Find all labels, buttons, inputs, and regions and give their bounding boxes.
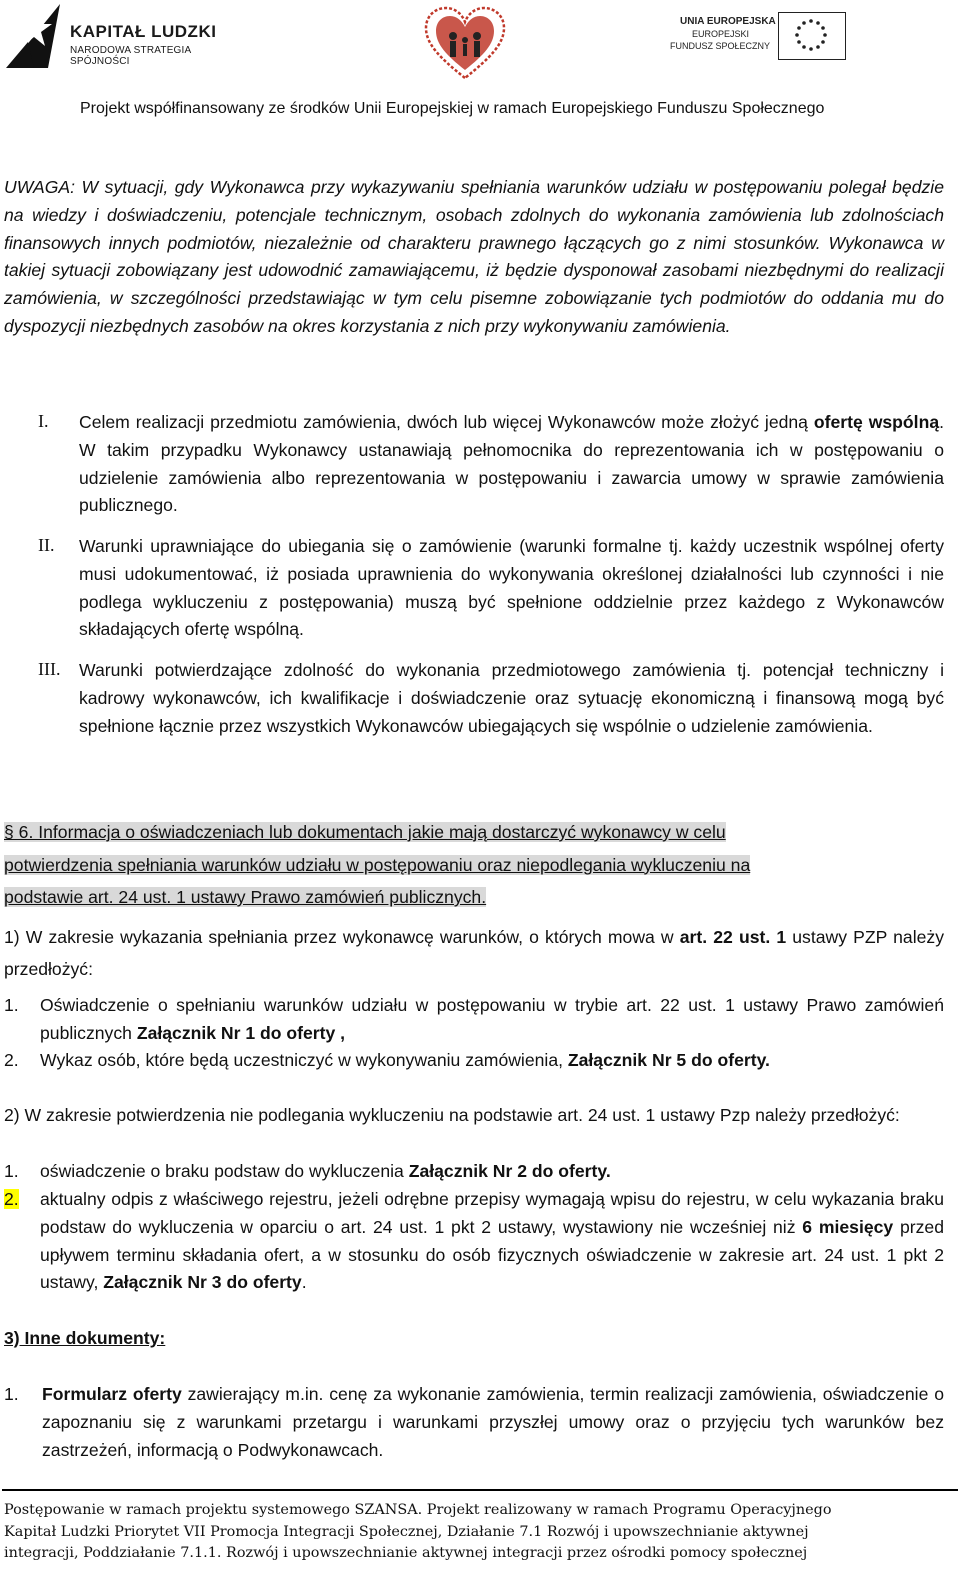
part2-item: [40, 1186, 944, 1297]
roman-item-text: [79, 409, 944, 520]
part2-item1-bold: Załącznik Nr 2 do oferty.: [408, 1161, 611, 1181]
part2-intro: 2) W zakresie potwierdzenia nie podlegania wykluczeniu na podstawie art. 24 ust. 1 ustawy Pzp należy przedłożyć:: [4, 1105, 900, 1125]
roman-item-bold: ofertę wspólną: [813, 412, 940, 432]
list-number: 1.: [4, 1161, 19, 1181]
part3-item-bold: Formularz oferty: [42, 1384, 182, 1404]
footer-divider: [2, 1489, 958, 1491]
part2-item2-mid: przed upływem terminu składania ofert, a w stosunku do osób fizycznych oświadczenie w zakresie art. 24 ust. 1 pkt 2 ustawy,: [40, 1216, 944, 1293]
roman-item-text-pre: Celem realizacji przedmiotu zamówienia, dwóch lub więcej Wykonawców może złożyć jedną: [79, 412, 814, 432]
part1-intro-post: ustawy PZP należy przedłożyć:: [4, 927, 945, 979]
list-number-highlight: 2.: [4, 1189, 19, 1209]
part2-item1-pre: oświadczenie o braku podstaw do wykluczenia: [40, 1161, 409, 1181]
part2-item2-end: .: [301, 1272, 307, 1293]
roman-number: III.: [38, 659, 61, 679]
part3-heading-text: 3) Inne dokumenty:: [4, 1328, 166, 1348]
part1-intro-bold: art. 22 ust. 1: [679, 927, 787, 947]
part2-item2-bold2: Załącznik Nr 3 do oferty: [103, 1272, 302, 1293]
part1-item: [40, 1047, 944, 1075]
szansa-heart-logo: [420, 0, 510, 85]
roman-number: II.: [38, 535, 55, 555]
part1-item-pre: Oświadczenie o spełnianiu warunków udziału w postępowaniu w trybie art. 22 ust. 1 ustawy Prawo zamówień publicznych: [40, 995, 944, 1043]
list-number-highlighted: [4, 1186, 38, 1214]
part2-item2-pre: aktualny odpis z właściwego rejestru, jeżeli odrębne przepisy wymagają wpisu do rejestru, w celu wykazania braku podstaw do wykluczenia w oparciu o art. 24 ust. 1 pkt 2 ustawy, wystawiony nie wcześniej niż: [40, 1189, 944, 1237]
part1-item-pre: Wykaz osób, które będą uczestniczyć w wykonywaniu zamówienia,: [40, 1050, 568, 1070]
heart-family-icon: [420, 0, 510, 85]
part1-item-bold: Załącznik Nr 5 do oferty.: [567, 1050, 770, 1070]
kapital-ludzki-subtitle: NARODOWA STRATEGIA SPÓJNOŚCI: [70, 45, 191, 67]
section-6-heading: [4, 816, 904, 914]
kapital-ludzki-title: KAPITAŁ LUDZKI: [70, 22, 217, 41]
part3-item-post: zawierający m.in. cenę za wykonanie zamówienia, termin realizacji zamówienia, oświadczenie o zapoznaniu się z warunkami przetargu i warunkami przyszłej umowy oraz o przyjęciu tych warunków bez zastrzeżeń, informacją o Podwykonawcach.: [42, 1384, 944, 1460]
roman-item-text-pre: Warunki uprawniające do ubiegania się o zamówienie (warunki formalne tj. każdy uczestnik wspólnej oferty musi udokumentować, iż posiada uprawnienia do wykonywania określonej działalności lub czynności i nie podlega wykluczeniu z postępowania) muszą być spełnione oddzielnie przez każdego z Wykonawców składających ofertę wspólną.: [79, 536, 944, 640]
part1-item: [40, 992, 944, 1048]
part1-item-bold: Załącznik Nr 1 do oferty ,: [136, 1022, 346, 1043]
part1-intro: [4, 921, 944, 985]
list-number: 1.: [4, 1384, 19, 1404]
part2-item2-bold1: 6 miesięcy: [802, 1216, 894, 1237]
roman-item-text: [79, 657, 944, 740]
footer-line3: integracji, Poddziałanie 7.1.1. Rozwój i upowszechnianie aktywnej integracji przez ośrodki pomocy społecznej: [4, 1545, 808, 1561]
roman-number: I.: [38, 411, 49, 431]
part3-heading: [4, 1325, 404, 1353]
eu-logo-line3: FUNDUSZ SPOŁECZNY: [670, 41, 771, 51]
roman-item-text-pre: Warunki potwierdzające zdolność do wykonania przedmiotowego zamówienia tj. potencjał techniczny i kadrowy wykonawców, ich kwalifikacje i doświadczenie oraz sytuację ekonomiczną i finansową mogą być spełnione łącznie przez wszystkich Wykonawców ubiegających się wspólnie o udzielenie zamówienia.: [79, 660, 944, 736]
section-6-line3: podstawie art. 24 ust. 1 ustawy Prawo zamówień publicznych.: [4, 887, 487, 907]
part3-item: [42, 1381, 944, 1464]
project-cofinancing-line: Projekt współfinansowany ze środków Unii Europejskiej w ramach Europejskiego Funduszu Społecznego: [80, 100, 825, 117]
list-number: 1.: [4, 995, 19, 1015]
eu-logo-line1: UNIA EUROPEJSKA: [680, 16, 776, 27]
uwaga-paragraph: UWAGA: W sytuacji, gdy Wykonawca przy wykazywaniu spełniania warunków udziału w postępowaniu polegał będzie na wiedzy i doświadczeniu, potencjale technicznym, osobach zdolnych do wykonania zamówienia lub zdolnościach finansowych innych podmiotów, niezależnie od charakteru prawnego łączących go z nimi stosunków. Wykonawca w takiej sytuacji zobowiązany jest udowodnić zamawiającemu, iż będzie dysponował zasobami niezbędnymi do realizacji zamówienia, w szczególności przedstawiając w tym celu pisemne zobowiązanie tych podmiotów do oddania mu do dyspozycji niezbędnych zasobów na okres korzystania z nich przy wykonywaniu zamówienia.: [4, 177, 944, 336]
footer: [4, 1500, 960, 1565]
section-6-line2: potwierdzenia spełniania warunków udziału w postępowaniu oraz niepodlegania wykluczeniu na: [4, 854, 751, 875]
roman-item-text: [79, 533, 944, 644]
eu-flag-icon: [778, 12, 846, 60]
roman-item-text-post: . W takim przypadku Wykonawcy ustanawiają pełnomocnika do reprezentowania ich w postępowaniu o udzielenie zamówienia albo reprezentowania w postępowaniu i zawarcia umowy w sprawie zamówienia publicznego.: [79, 412, 944, 516]
list-number: 2.: [4, 1050, 19, 1070]
eu-logo-line2: EUROPEJSKI: [692, 29, 750, 39]
kapital-ludzki-logo: [4, 2, 244, 72]
kapital-ludzki-star-icon: [4, 2, 64, 70]
footer-line2: Kapitał Ludzki Priorytet VII Promocja Integracji Społecznej, Działanie 7.1 Rozwój i upowszechnianie aktywnej: [4, 1523, 809, 1540]
part2-item: [40, 1158, 944, 1186]
eu-efs-logo: [670, 12, 860, 62]
part1-intro-pre: 1) W zakresie wykazania spełniania przez wykonawcę warunków, o których mowa w: [4, 927, 680, 947]
section-6-line1: § 6. Informacja o oświadczeniach lub dokumentach jakie mają dostarczyć wykonawcy w celu: [4, 822, 726, 842]
footer-line1: Postępowanie w ramach projektu systemowego SZANSA. Projekt realizowany w ramach Programu Operacyjnego: [4, 1502, 832, 1518]
